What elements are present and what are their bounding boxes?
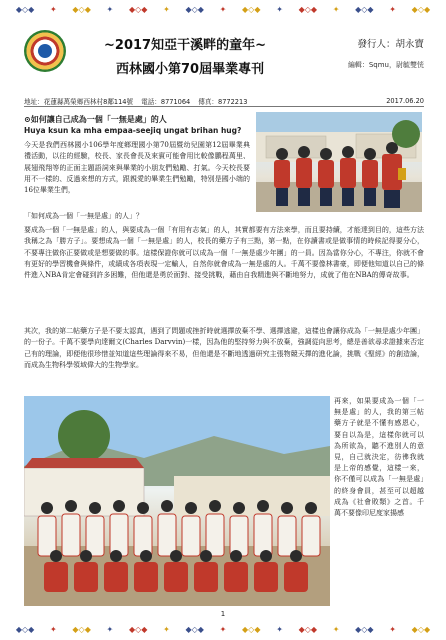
address-text: 地址：花蓮縣萬榮鄉西林村8鄰114號 [24, 97, 134, 106]
article-paragraph-1: 今天是我們西林國小106學年度鄉理國小第70屆暨幼兒園第12屆畢業典禮活動，以往的經驗，校長、家長會長及來賓可能會用比較像鵬程萬里、展翅飛翔等的正面主題語詞來與畢業的小朋友們勉勵、打氣。今天校長要用不一樣的、反過來想的方式，跟親愛的畢業生們勉勵，特別是國小端的16位畢業生們， [24, 141, 250, 195]
article-subtitle: Huya ksun ka mha empaa-seejiq ungat brihan hug? [24, 126, 242, 135]
page-number: 1 [220, 610, 226, 618]
issue-date: 2017.06.20 [386, 96, 424, 105]
graduates-photo [256, 112, 422, 212]
newsletter-title: ~2017知亞干溪畔的童年~ [104, 38, 266, 53]
publisher-info: 發行人：胡永寶 [357, 39, 424, 50]
decorative-border-bottom: ◆◇◆ ✦ ◆◇◆ ✦ ◆◇◆ ✦ ◆◇◆ ✦ ◆◇◆ ✦ ◆◇◆ ✦ ◆◇◆ ✦ ◆◇◆ [15, 625, 431, 634]
address-bar [24, 95, 424, 107]
group-photo [24, 396, 330, 606]
decorative-border-top: ◆◇◆ ✦ ◆◇◆ ✦ ◆◇◆ ✦ ◆◇◆ ✦ ◆◇◆ ✦ ◆◇◆ ✦ ◆◇◆ ✦ ◆◇◆ [15, 5, 431, 14]
editor-info: 編輯：Sqmu，尉毓雙恍 [347, 61, 424, 69]
article-title: ⊙如何讓自己成為一個「一無是處」的人 [24, 114, 167, 124]
article-paragraph-2: 要成為一個「一無是處」的人，與要成為一個「有用有志氣」的人，其實都要有方法來學，而且要持續，才能達到目的，這些方法我稱之為「勝方子」。要想成為一個「一無是處」的人，校長的藥方子有三點，第一點，在你讀書或是做事情的時候記得要分心，不要專注做你正要做或是想要做的事。這樣保證你就可以成為一個「一無是處少年團」的一員。因為當你分心，不專注，你就不會有更好的學習機會與條件，或績成各項表現一定輸人，自然你就會成為一無是處的人。千萬不要像林書豪，即便他知道以自己的條件進入NBA肯定會碰到許多困難，但他還是勇於面對、接受挑戰，藉由自我精進與不斷地努力，成就了他在NBA的傳奇故事。 [24, 226, 424, 280]
article-quote: 「如何成為一個「一無是處」的人」？ [24, 212, 143, 220]
newsletter-subtitle: 西林國小第70屆畢業專刊 [116, 62, 265, 77]
school-logo-icon [24, 30, 66, 72]
phone-text: 電話：8771064 [141, 97, 191, 106]
article-paragraph-3: 其次，我的第二帖藥方子是不要太認真，遇到了問題或挫折時就選擇放棄不學、選擇逃避，這樣也會讓你成為「一無是處少年團」的一份子。千萬不要學向達爾文(Charles Darvvin)一樣，因為他的堅持努力與不放棄，強調從向思考，總是善欲尋求證據來否定己有的理論，即便他很珍惜並知道這些理論得來不易，但他還是不斷地透過研究主張物競天擇的進化論，挑戰《聖經》的創造論，而成為生物科學領域偉大的生物學家。 [24, 327, 424, 369]
fax-text: 傳真：8772213 [198, 97, 248, 106]
article-right-column: 再來，如果要成為一個「一無是處」的人，我的第三帖藥方子就是不懂有感恩心，要自以為是，這樣你就可以為所欲為，聽不進別人的意見，自己就決定，彷彿我就是上帝的感覺，這樣一來，你不僅可以成為「一無是處」的終身會員，甚至可以超越成為《社會敗類》之首。千萬不要像印尼度家揚感 [334, 397, 424, 518]
newsletter-header [24, 20, 424, 90]
